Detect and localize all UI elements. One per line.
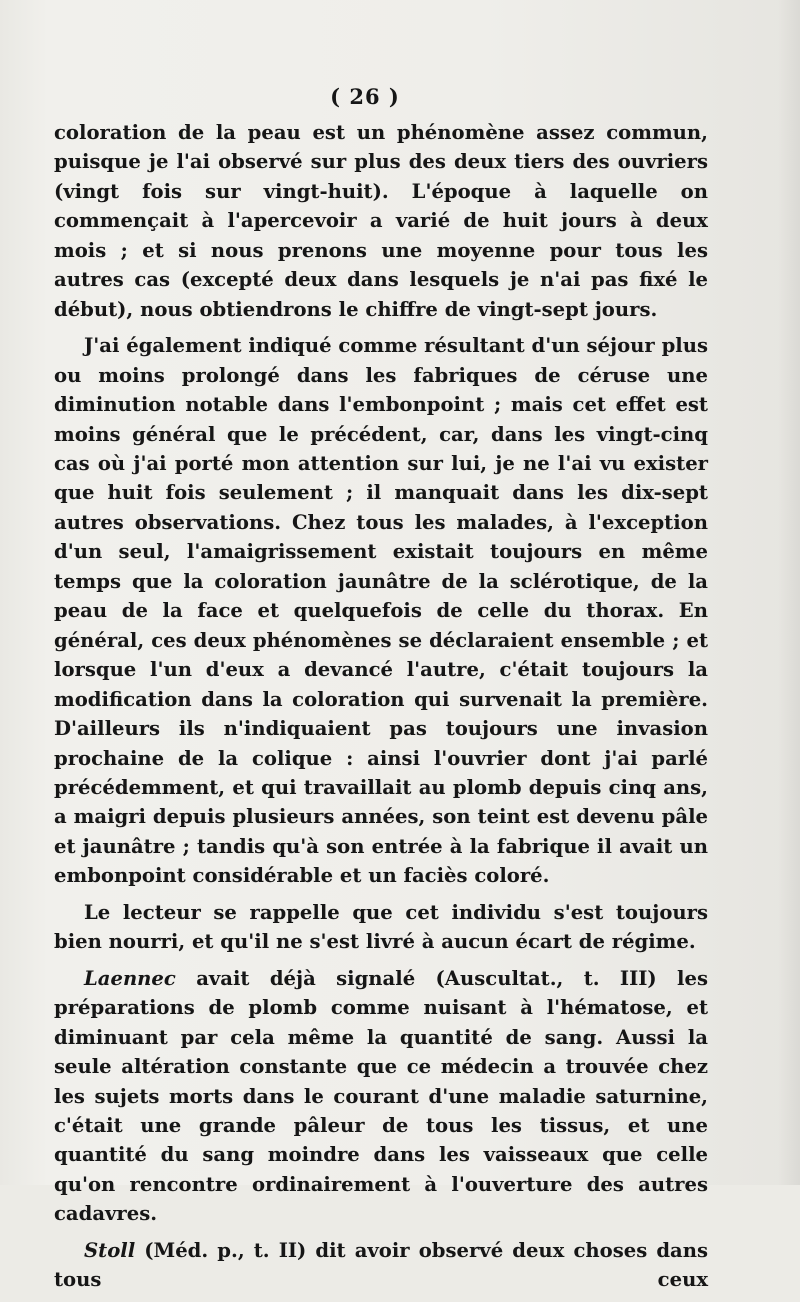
paragraph-text: (Méd. p., t. II) dit avoir observé deux choses dans tous ceux [54,1238,708,1292]
author-name-stoll: Stoll [84,1238,136,1262]
paragraph-stoll [54,1236,708,1295]
author-name-laennec: Laennec [84,966,176,990]
body-text [54,118,708,1302]
paragraph-text: Le lecteur se rappelle que cet individu s'est toujours bien nourri, et qu'il ne s'est livré à aucun écart de régime. [54,900,708,954]
paragraph-lecteur [54,898,708,957]
page-number: ( 26 ) [330,84,400,109]
paragraph-coloration-continued [54,118,708,324]
paragraph-embonpoint [54,331,708,891]
paragraph-text: coloration de la peau est un phénomène assez commun, puisque je l'ai observé sur plus des deux tiers des ouvriers (vingt fois sur vingt-huit). L'époque à laquelle on commençait à l'apercevoir a varié de huit jours à deux mois ; et si nous prenons une moyenne pour tous les autres cas (excepté deux dans lesquels je n'ai pas fixé le début), nous obtiendrons le chiffre de vingt-sept jours. [54,121,708,321]
paragraph-laennec [54,964,708,1229]
paragraph-text: J'ai également indiqué comme résultant d'un séjour plus ou moins prolongé dans les fabriques de céruse une diminution notable dans l'embonpoint ; mais cet effet est moins général que le précédent, car, dans les vingt-cinq cas où j'ai porté mon attention sur lui, je ne l'ai vu exister que huit fois seulement ; il manquait dans les dix-sept autres observations. Chez tous les malades, à l'exception d'un seul, l'amaigrissement existait toujours en même temps que la coloration jaunâtre de la sclérotique, de la peau de la face et quelquefois de celle du thorax. En général, ces deux phénomènes se déclaraient ensemble ; et lorsque l'un d'eux a devancé l'autre, c'était toujours la modification dans la coloration qui survenait la première. D'ailleurs ils n'indiquaient pas toujours une invasion prochaine de la colique : ainsi l'ouvrier dont j'ai parlé précédemment, et qui travaillait au plomb depuis cinq ans, a maigri depuis plusieurs années, son teint est devenu pâle et jaunâtre ; tandis qu'à son entrée à la fabrique il avait un embonpoint considérable et un faciès coloré. [54,334,708,888]
paragraph-text: avait déjà signalé (Auscultat., t. III) les préparations de plomb comme nuisant à l'hématose, et diminuant par cela même la quantité de sang. Aussi la seule altération constante que ce médecin a trouvée chez les sujets morts dans le courant d'une maladie saturnine, c'était une grande pâleur de tous les tissus, et une quantité du sang moindre dans les vaisseaux que celle qu'on rencontre ordinairement à l'ouverture des autres cadavres. [54,966,708,1226]
